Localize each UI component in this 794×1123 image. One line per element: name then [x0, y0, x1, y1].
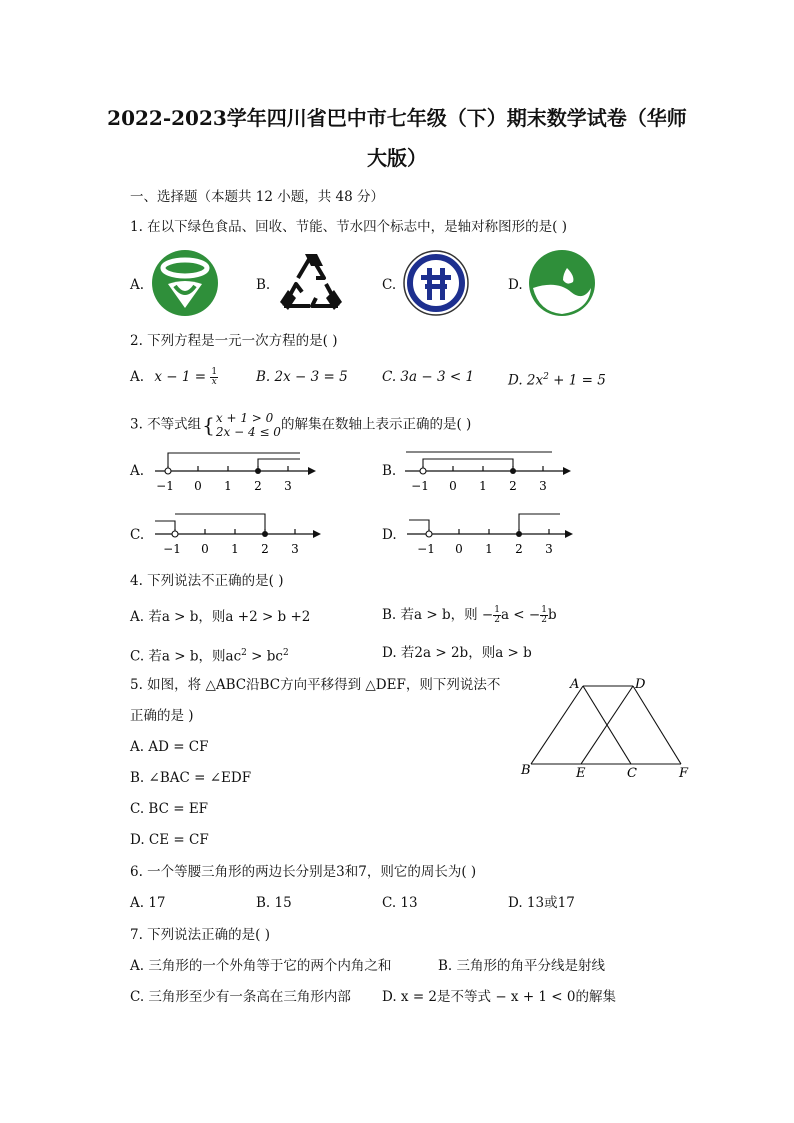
q6-option-b: B. 15	[256, 895, 292, 911]
fraction-numerator: 1	[211, 367, 218, 377]
tick-label: 3	[291, 542, 299, 556]
q5-stem-line2: 正确的是 )	[130, 708, 194, 724]
tick-label: −1	[417, 542, 435, 556]
tick-label: 3	[545, 542, 553, 556]
tick-label: −1	[411, 479, 429, 493]
tick-label: 2	[254, 479, 262, 493]
tick-label: 0	[194, 479, 202, 493]
number-line-c	[150, 508, 325, 558]
q4-option-c-pre: C. 若a > b，则ac	[130, 648, 242, 665]
tick-label: 0	[455, 542, 463, 556]
system-brace: {	[202, 413, 215, 437]
tick-label: 2	[261, 542, 269, 556]
q5-option-d: D. CE = CF	[130, 832, 209, 848]
tick-label: 1	[224, 479, 232, 493]
q6-option-c: C. 13	[382, 895, 418, 911]
q2-option-b: B. 2x − 3 = 5	[256, 369, 348, 385]
q2-option-a-lhs: x − 1 =	[154, 369, 207, 385]
q5-option-a: A. AD = CF	[130, 739, 209, 755]
tick-label: 1	[479, 479, 487, 493]
q1-option-a-label: A.	[130, 277, 145, 293]
page-title-line1: 2022-2023学年四川省巴中市七年级（下）期末数学试卷（华师	[107, 106, 687, 130]
q4-option-c	[130, 644, 289, 666]
energy-saving-logo-icon	[401, 248, 471, 318]
number-line-b	[400, 445, 575, 495]
point-label-b: B	[521, 763, 531, 778]
half-fraction	[493, 606, 501, 625]
q3-tail: 的解集在数轴上表示正确的是( )	[280, 416, 472, 433]
q7-option-a: A. 三角形的一个外角等于它的两个内角之和	[130, 958, 392, 974]
q4-option-c-mid: > bc	[246, 648, 283, 665]
q3-number: 3. 不等式组	[130, 416, 202, 433]
q1-option-b-label: B.	[256, 277, 271, 293]
q7-option-c: C. 三角形至少有一条高在三角形内部	[130, 989, 351, 1005]
q1-stem: 1. 在以下绿色食品、回收、节能、节水四个标志中，是轴对称图形的是( )	[130, 219, 567, 235]
q4-option-b	[382, 606, 557, 625]
q4-option-d: D. 若2a > 2b，则a > b	[382, 645, 532, 661]
q2-option-d-pre: D. 2x	[508, 372, 544, 389]
inequality-row-1: x + 1 > 0	[215, 411, 274, 425]
q2-option-a-label: A.	[130, 369, 145, 385]
q3-stem	[130, 410, 471, 440]
inequality-system	[216, 411, 281, 439]
point-label-f: F	[679, 766, 689, 781]
exponent: 2	[241, 648, 247, 658]
fraction-denominator: 2	[494, 615, 500, 625]
half-fraction	[540, 606, 548, 625]
tick-label: 3	[284, 479, 292, 493]
tick-label: 1	[231, 542, 239, 556]
q2-option-d	[508, 368, 606, 390]
q4-option-b-mid: a < −	[500, 607, 541, 623]
q7-stem: 7. 下列说法正确的是( )	[130, 927, 270, 943]
q2-option-c: C. 3a − 3 < 1	[382, 369, 475, 385]
water-saving-logo-icon	[527, 248, 597, 318]
tick-label: 0	[449, 479, 457, 493]
recycle-icon	[276, 248, 346, 318]
fraction-numerator: 1	[541, 605, 547, 615]
tick-label: −1	[156, 479, 174, 493]
tick-label: 0	[201, 542, 209, 556]
point-label-d: D	[635, 677, 646, 692]
page-title-line2: 大版）	[367, 146, 427, 170]
q2-option-d-exponent: 2	[543, 372, 549, 382]
tick-label: 3	[539, 479, 547, 493]
tick-label: 2	[515, 542, 523, 556]
point-label-e: E	[576, 766, 586, 781]
exponent: 2	[282, 648, 289, 658]
q4-option-b-pre: B. 若a > b，则 −	[382, 607, 494, 623]
tick-label: 2	[509, 479, 517, 493]
section-heading: 一、选择题（本题共 12 小题，共 48 分）	[130, 189, 385, 205]
q4-option-b-end: b	[547, 607, 557, 623]
q1-option-c-label: C.	[382, 277, 397, 293]
inequality-row-2: 2x − 4 ≤ 0	[215, 425, 281, 439]
q3-option-b-label: B.	[382, 463, 397, 479]
q3-option-a-label: A.	[130, 463, 145, 479]
number-line-a	[150, 445, 320, 495]
fraction-denominator: x	[211, 377, 217, 387]
fraction-numerator: 1	[494, 605, 500, 615]
tick-label: −1	[163, 542, 181, 556]
q2-stem: 2. 下列方程是一元一次方程的是( )	[130, 333, 338, 349]
point-label-a: A	[570, 677, 580, 692]
q6-option-a: A. 17	[130, 895, 166, 911]
q3-option-c-label: C.	[130, 527, 145, 543]
q5-option-c: C. BC = EF	[130, 801, 209, 817]
q2-option-a-fraction	[210, 368, 218, 387]
tick-label: 1	[485, 542, 493, 556]
q6-stem: 6. 一个等腰三角形的两边长分别是3和7，则它的周长为( )	[130, 864, 477, 880]
q2-option-d-post: + 1 = 5	[548, 372, 606, 389]
point-label-c: C	[627, 766, 637, 781]
q7-option-b: B. 三角形的角平分线是射线	[438, 958, 606, 974]
q2-option-a	[130, 368, 218, 387]
q5-option-b: B. ∠BAC = ∠EDF	[130, 770, 252, 786]
number-line-d	[402, 508, 577, 558]
translation-triangles-diagram	[515, 674, 700, 784]
q4-option-a: A. 若a > b，则a +2 > b +2	[130, 609, 311, 625]
q3-option-d-label: D.	[382, 527, 397, 543]
fraction-denominator: 2	[541, 615, 547, 625]
green-food-logo-icon	[150, 248, 220, 318]
q5-stem-line1: 5. 如图，将 △ABC沿BC方向平移得到 △DEF，则下列说法不	[130, 677, 501, 693]
q4-stem: 4. 下列说法不正确的是( )	[130, 573, 284, 589]
q7-option-d: D. x = 2是不等式 − x + 1 < 0的解集	[382, 989, 616, 1005]
q6-option-d: D. 13或17	[508, 895, 575, 911]
q1-option-d-label: D.	[508, 277, 523, 293]
